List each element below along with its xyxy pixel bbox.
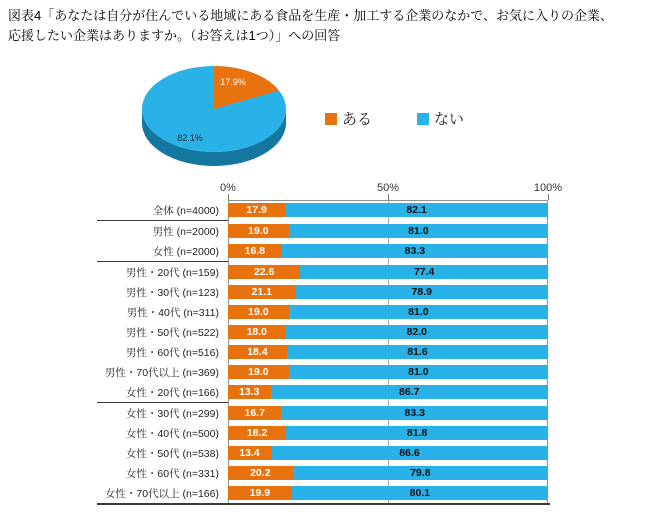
legend-label-nai: ない [434, 111, 465, 128]
bar-rows [97, 200, 550, 503]
category-label: 男性 (n=2000) [152, 225, 219, 238]
category-label: 男性・60代 (n=516) [125, 346, 219, 359]
bar-segment-nai: 82.1 [285, 203, 548, 217]
legend-swatch-aru [325, 113, 337, 125]
bar-track [228, 406, 548, 420]
axis-tick-label-50: 50% [376, 182, 400, 194]
bar-segment-aru: 13.3 [228, 385, 271, 399]
bar-track [228, 203, 548, 217]
bar-segment-nai: 81.0 [289, 305, 548, 319]
bar-segment-nai: 83.3 [282, 244, 548, 258]
x-axis [97, 182, 563, 200]
bar-track [228, 426, 548, 440]
bar-segment-nai: 81.6 [287, 345, 548, 359]
bar-segment-nai: 81.8 [286, 426, 548, 440]
axis-tick-label-0: 0% [220, 182, 236, 194]
category-label: 女性・50代 (n=538) [125, 447, 219, 460]
bar-row [97, 403, 550, 423]
bar-row [97, 483, 550, 503]
bar-row [97, 463, 550, 483]
bar-row [97, 241, 550, 261]
axis-tick-label-100: 100% [533, 182, 563, 194]
bar-row [97, 342, 550, 362]
bar-track [228, 365, 548, 379]
pie-label-aru: 17.9% [220, 77, 246, 87]
bar-track [228, 224, 548, 238]
bar-segment-nai: 86.6 [271, 446, 548, 460]
bar-segment-nai: 77.4 [300, 265, 548, 279]
bar-segment-aru: 18.4 [228, 345, 287, 359]
bar-segment-aru: 19.0 [228, 224, 289, 238]
bar-track [228, 265, 548, 279]
category-label: 全体 (n=4000) [152, 204, 219, 217]
bar-row [97, 200, 550, 220]
legend-item-nai [417, 108, 464, 129]
page-title-line-2: 応援したい企業はありますか。（お答えは1つ）」への回答 [8, 27, 341, 43]
bar-segment-aru: 19.9 [228, 486, 292, 500]
category-label: 女性・70代以上 (n=166) [104, 487, 219, 500]
bar-row [97, 302, 550, 322]
page-title [8, 6, 646, 45]
bar-segment-aru: 18.0 [228, 325, 286, 339]
legend-swatch-nai [417, 113, 429, 125]
bar-segment-aru: 18.2 [228, 426, 286, 440]
bar-segment-nai: 81.0 [289, 365, 548, 379]
bar-chart [97, 182, 563, 505]
bar-segment-aru: 17.9 [228, 203, 285, 217]
category-label: 男性・70代以上 (n=369) [104, 366, 219, 379]
bar-track [228, 385, 548, 399]
bar-segment-nai: 83.3 [281, 406, 548, 420]
pie-label-nai: 82.1% [177, 133, 203, 143]
bar-segment-aru: 20.2 [228, 466, 293, 480]
bar-row [97, 282, 550, 302]
bar-track [228, 466, 548, 480]
category-label: 女性・40代 (n=500) [125, 427, 219, 440]
bar-track [228, 305, 548, 319]
bar-segment-nai: 78.9 [296, 285, 548, 299]
bar-row [97, 322, 550, 342]
bar-segment-aru: 16.7 [228, 406, 281, 420]
legend-item-aru [325, 108, 372, 129]
bar-track [228, 285, 548, 299]
bar-segment-aru: 19.0 [228, 365, 289, 379]
category-label: 男性・20代 (n=159) [125, 266, 219, 279]
bar-row [97, 362, 550, 382]
bar-row [97, 423, 550, 443]
bar-segment-nai: 79.8 [293, 466, 548, 480]
bar-track [228, 345, 548, 359]
bar-segment-nai: 81.0 [289, 224, 548, 238]
category-label: 男性・30代 (n=123) [125, 286, 219, 299]
bar-row [97, 443, 550, 463]
bar-segment-aru: 19.0 [228, 305, 289, 319]
legend-label-aru: ある [342, 111, 373, 128]
pie-chart [130, 58, 310, 190]
bar-segment-nai: 86.7 [271, 385, 548, 399]
bar-segment-nai: 82.0 [286, 325, 548, 339]
bar-segment-aru: 21.1 [228, 285, 296, 299]
bar-track [228, 446, 548, 460]
page-title-line-1: 図表4「あなたは自分が住んでいる地域にある食品を生産・加工する企業のなかで、お気に入りの企業、 [8, 8, 613, 23]
bar-row [97, 262, 550, 282]
category-label: 女性 (n=2000) [152, 245, 219, 258]
category-label: 女性・20代 (n=166) [125, 386, 219, 399]
bar-track [228, 486, 548, 500]
bar-segment-aru: 22.6 [228, 265, 300, 279]
bar-segment-nai: 80.1 [292, 486, 548, 500]
category-label: 女性・30代 (n=299) [125, 407, 219, 420]
category-label: 男性・40代 (n=311) [126, 306, 219, 319]
legend [325, 108, 464, 129]
plot-area [97, 200, 550, 505]
bar-track [228, 325, 548, 339]
category-label: 男性・50代 (n=522) [125, 326, 219, 339]
category-label: 女性・60代 (n=331) [125, 467, 219, 480]
bar-track [228, 244, 548, 258]
bar-segment-aru: 13.4 [228, 446, 271, 460]
bar-row [97, 221, 550, 241]
bar-segment-aru: 16.8 [228, 244, 282, 258]
bar-row [97, 382, 550, 402]
